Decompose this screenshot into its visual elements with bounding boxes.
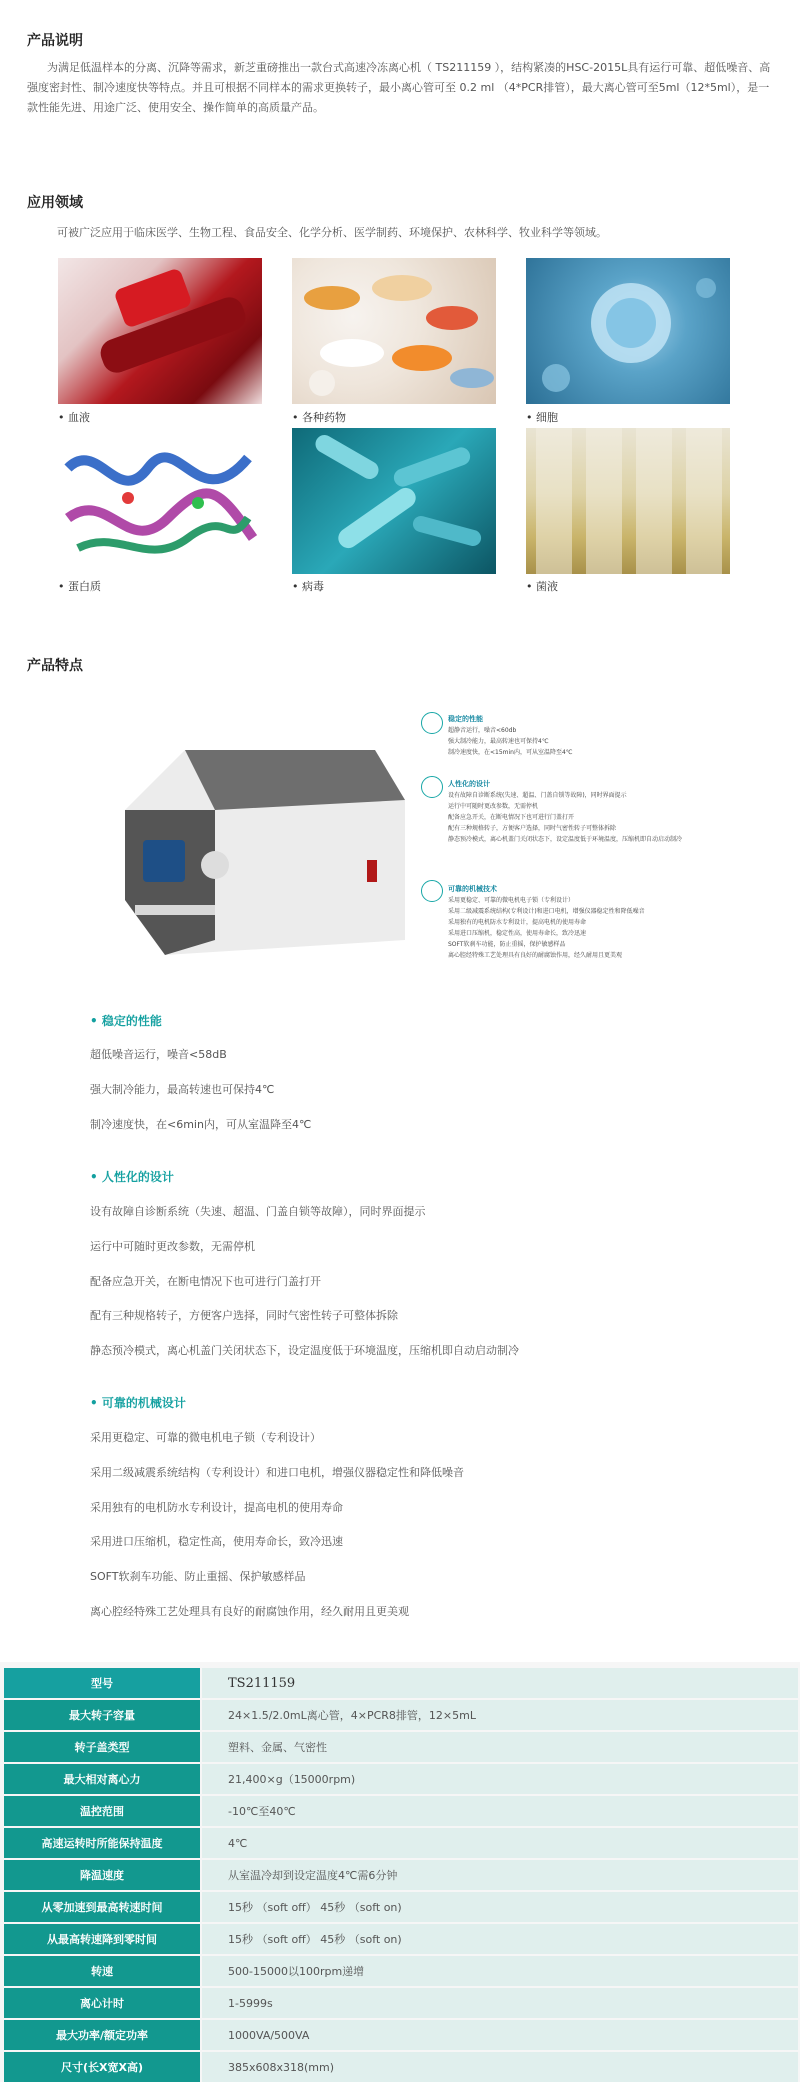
- applications-title: 应用领域: [27, 195, 83, 211]
- spec-label: 型号: [4, 1668, 200, 1698]
- spec-row: [0, 1924, 800, 1956]
- feature-item: 配有三种规格转子，方便客户选择，同时气密性转子可整体拆除: [90, 1309, 398, 1322]
- test-tubes-graphic: [526, 428, 730, 574]
- caption-protein: • 蛋白质: [58, 580, 101, 593]
- feature-item: 采用进口压缩机，稳定性高，使用寿命长，致冷迅速: [90, 1535, 343, 1548]
- cell-graphic: [526, 258, 730, 404]
- spec-value: 1000VA/500VA: [202, 2020, 798, 2050]
- spec-label: 离心计时: [4, 1988, 200, 2018]
- feature-item: 静态预冷模式，离心机盖门关闭状态下，设定温度低于环境温度，压缩机即自动启动制冷: [90, 1344, 519, 1357]
- blood-image: [58, 258, 262, 404]
- info-stable-line: 超静音运行，噪音<60db: [448, 727, 517, 734]
- info-human: [448, 779, 748, 845]
- spec-row: [0, 1700, 800, 1732]
- spec-row: [0, 1860, 800, 1892]
- feature-item: 采用更稳定、可靠的微电机电子锁（专利设计）: [90, 1431, 321, 1444]
- pills-graphic: [292, 258, 496, 404]
- person-icon: [421, 776, 443, 798]
- info-human-line: 设有故障自诊断系统(失速、超温、门盖自锁等故障)，同时界面提示: [448, 792, 627, 799]
- feature-item: 设有故障自诊断系统（失速、超温、门盖自锁等故障），同时界面提示: [90, 1205, 426, 1218]
- spec-label: 从最高转速降到零时间: [4, 1924, 200, 1954]
- product-intro-paragraph: 为满足低温样本的分离、沉降等需求，新芝重磅推出一款台式高速冷冻离心机（ TS211159 ），结构紧凑的HSC-2015L具有运行可靠、超低噪音、高强度密封性、制冷速度快等特点。并且可根据不同样本的需求更换转子，最小离心管可至 0.2 ml （4*PCR排管），最大离心管可至5ml（12*5ml），是一款性能先进、用途广泛、使用安全、操作简单的高质量产品。: [27, 61, 771, 114]
- spec-row: [0, 1892, 800, 1924]
- spec-value: -10℃至40℃: [202, 1796, 798, 1826]
- feature-item: 配备应急开关，在断电情况下也可进行门盖打开: [90, 1275, 321, 1288]
- feature-item: 强大制冷能力，最高转速也可保持4℃: [90, 1083, 275, 1096]
- shield-icon: [421, 712, 443, 734]
- spec-value: 24×1.5/2.0mL离心管，4×PCR8排管，12×5mL: [202, 1700, 798, 1730]
- spec-value: 4℃: [202, 1828, 798, 1858]
- feature-item: 采用二级减震系统结构（专利设计）和进口电机，增强仪器稳定性和降低噪音: [90, 1466, 464, 1479]
- caption-cell: • 细胞: [526, 411, 558, 424]
- info-reliable: [448, 884, 748, 961]
- protein-image: [58, 428, 262, 574]
- info-reliable-line: SOFT软刹车功能，防止重摇，保护敏感样品: [448, 941, 566, 948]
- info-human-line: 运行中可随时更改参数，无需停机: [448, 803, 539, 810]
- caption-virus: • 病毒: [292, 580, 324, 593]
- caption-drugs: • 各种药物: [292, 411, 346, 424]
- spec-label: 最大功率/额定功率: [4, 2020, 200, 2050]
- info-human-line: 配有三种规格转子，方便客户选择，同时气密性转子可整体拆除: [448, 825, 617, 832]
- feature-item: 采用独有的电机防水专利设计，提高电机的使用寿命: [90, 1501, 343, 1514]
- spec-row: [0, 1956, 800, 1988]
- spec-row: [0, 1764, 800, 1796]
- blood-tube-graphic: [58, 258, 262, 404]
- culture-image: [526, 428, 730, 574]
- spec-label: 降温速度: [4, 1860, 200, 1890]
- spec-row: [0, 1796, 800, 1828]
- spec-value: 1-5999s: [202, 1988, 798, 2018]
- feature-item: 制冷速度快，在<6min内，可从室温降至4℃: [90, 1118, 312, 1131]
- protein-graphic: [58, 428, 262, 574]
- info-reliable-line: 采用进口压缩机，稳定性高，使用寿命长，致冷迅速: [448, 930, 587, 937]
- spec-value: 15秒 （soft off） 45秒 （soft on): [202, 1924, 798, 1954]
- feature-item: 超低噪音运行，噪音<58dB: [90, 1048, 227, 1061]
- spec-value: 500-15000以100rpm递增: [202, 1956, 798, 1986]
- info-reliable-line: 离心腔经特殊工艺处理具有良好的耐腐蚀作用，经久耐用且更美观: [448, 952, 623, 959]
- spec-label: 温控范围: [4, 1796, 200, 1826]
- bacteria-graphic: [292, 428, 496, 574]
- applications-text: 可被广泛应用于临床医学、生物工程、食品安全、化学分析、医学制药、环境保护、农林科学、牧业科学等领域。: [57, 226, 607, 239]
- feature-item: 运行中可随时更改参数，无需停机: [90, 1240, 255, 1253]
- features-title: 产品特点: [27, 658, 83, 674]
- product-intro-title: 产品说明: [27, 33, 83, 49]
- info-reliable-line: 采用独有的电机防水专利设计，提高电机的使用寿命: [448, 919, 587, 926]
- spec-value: 从室温冷却到设定温度4℃需6分钟: [202, 1860, 798, 1890]
- cell-image: [526, 258, 730, 404]
- gear-icon: [421, 880, 443, 902]
- info-reliable-title: 可靠的机械技术: [448, 885, 497, 893]
- spec-label: 转子盖类型: [4, 1732, 200, 1762]
- feature-item: SOFT软刹车功能、防止重摇、保护敏感样品: [90, 1570, 306, 1583]
- spec-label: 高速运转时所能保持温度: [4, 1828, 200, 1858]
- spec-label: 转速: [4, 1956, 200, 1986]
- info-reliable-line: 采用二级减震系统结构(专利设计)和进口电机，增强仪器稳定性和降低噪音: [448, 908, 645, 915]
- spec-row: [0, 1732, 800, 1764]
- feature-item: 离心腔经特殊工艺处理具有良好的耐腐蚀作用，经久耐用且更美观: [90, 1605, 409, 1618]
- spec-label: 最大相对离心力: [4, 1764, 200, 1794]
- centrifuge-graphic: [125, 740, 410, 965]
- spec-label: 尺寸(长X宽X高): [4, 2052, 200, 2082]
- spec-row: [0, 1828, 800, 1860]
- drugs-image: [292, 258, 496, 404]
- caption-culture: • 菌液: [526, 580, 558, 593]
- info-stable: [448, 714, 748, 758]
- spec-value: 21,400×g（15000rpm): [202, 1764, 798, 1794]
- feature-group-title: • 稳定的性能: [90, 1014, 162, 1028]
- spec-value: TS211159: [202, 1668, 798, 1698]
- spec-row: [0, 1668, 800, 1700]
- centrifuge-image: [125, 740, 410, 965]
- spec-value: 15秒 （soft off） 45秒 （soft on): [202, 1892, 798, 1922]
- spec-label: 最大转子容量: [4, 1700, 200, 1730]
- info-stable-line: 制冷速度快，在<15min内，可从室温降至4℃: [448, 749, 573, 756]
- feature-group-title: • 人性化的设计: [90, 1170, 174, 1184]
- spec-value: 385x608x318(mm): [202, 2052, 798, 2082]
- spec-row: [0, 2020, 800, 2052]
- spec-row: [0, 1988, 800, 2020]
- feature-group-title: • 可靠的机械设计: [90, 1396, 186, 1410]
- info-stable-line: 强大制冷能力，最高转速也可保持4℃: [448, 738, 549, 745]
- spec-label: 从零加速到最高转速时间: [4, 1892, 200, 1922]
- virus-image: [292, 428, 496, 574]
- caption-blood: • 血液: [58, 411, 90, 424]
- info-human-title: 人性化的设计: [448, 780, 490, 788]
- info-human-line: 静态预冷模式，离心机盖门关闭状态下，设定温度低于环境温度，压缩机即自动启动制冷: [448, 836, 683, 843]
- info-reliable-line: 采用更稳定、可靠的微电机电子锁（专利设计）: [448, 897, 575, 904]
- info-stable-title: 稳定的性能: [448, 715, 483, 723]
- info-human-line: 配备应急开关，在断电情况下也可进行门盖打开: [448, 814, 575, 821]
- spec-row: [0, 2052, 800, 2082]
- spec-value: 塑料、金属、气密性: [202, 1732, 798, 1762]
